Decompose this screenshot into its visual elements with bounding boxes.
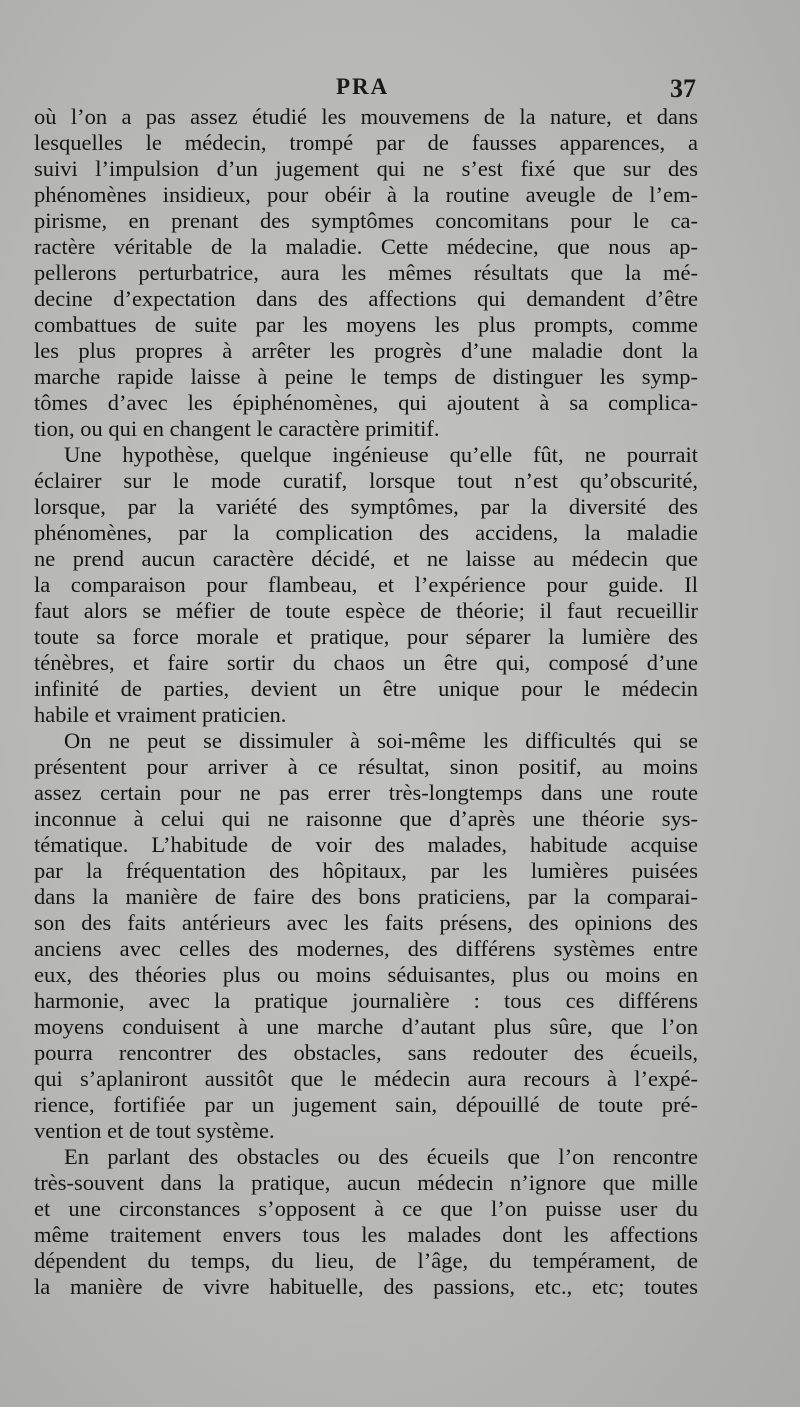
text-line: la comparaison pour flambeau, et l’expérience pour guide. Il: [34, 572, 698, 597]
text-line: phénomènes, par la complication des accidens, la maladie: [34, 520, 698, 545]
text-line: ractère véritable de la maladie. Cette médecine, que nous ap-: [34, 234, 698, 259]
text-line: éclairer sur le mode curatif, lorsque tout n’est qu’obscurité,: [34, 468, 698, 493]
text-line: phénomènes insidieux, pour obéir à la routine aveugle de l’em-: [34, 182, 698, 207]
text-line: son des faits antérieurs avec les faits présens, des opinions des: [34, 910, 698, 935]
text-line: pellerons perturbatrice, aura les mêmes résultats que la mé-: [34, 260, 698, 285]
text-line: pourra rencontrer des obstacles, sans redouter des écueils,: [34, 1040, 698, 1065]
page-number: 37: [670, 74, 696, 103]
text-line: rience, fortifiée par un jugement sain, dépouillé de toute pré-: [34, 1092, 698, 1117]
text-line: dans la manière de faire des bons praticiens, par la comparai-: [34, 884, 698, 909]
text-line: harmonie, avec la pratique journalière : tous ces différens: [34, 988, 698, 1013]
text-line: habile et vraiment praticien.: [34, 702, 287, 727]
text-line: les plus propres à arrêter les progrès d’une maladie dont la: [34, 338, 698, 363]
text-line: En parlant des obstacles ou des écueils que l’on rencontre: [64, 1144, 698, 1169]
text-line: même traitement envers tous les malades dont les affections: [34, 1222, 698, 1247]
text-line: et une circonstances s’opposent à ce que l’on puisse user du: [34, 1196, 698, 1221]
text-line: qui s’aplaniront aussitôt que le médecin aura recours à l’expé-: [34, 1066, 698, 1091]
text-line: assez certain pour ne pas errer très-longtemps dans une route: [34, 780, 698, 805]
text-line: très-souvent dans la pratique, aucun médecin n’ignore que mille: [34, 1170, 698, 1195]
page-header: [0, 74, 800, 104]
text-line: ne prend aucun caractère décidé, et ne laisse au médecin que: [34, 546, 698, 571]
text-line: où l’on a pas assez étudié les mouvemens de la nature, et dans: [34, 104, 698, 129]
text-line: anciens avec celles des modernes, des différens systèmes entre: [34, 936, 698, 961]
text-line: faut alors se méfier de toute espèce de théorie; il faut recueillir: [34, 598, 698, 623]
text-line: suivi l’impulsion d’un jugement qui ne s’est fixé que sur des: [34, 156, 698, 181]
text-line: marche rapide laisse à peine le temps de distinguer les symp-: [34, 364, 698, 389]
text-line: présentent pour arriver à ce résultat, sinon positif, au moins: [34, 754, 698, 779]
text-line: tômes d’avec les épiphénomènes, qui ajoutent à sa complica-: [34, 390, 698, 415]
text-line: ténèbres, et faire sortir du chaos un être qui, composé d’une: [34, 650, 698, 675]
text-line: dépendent du temps, du lieu, de l’âge, du tempérament, de: [34, 1248, 698, 1273]
text-line: vention et de tout système.: [34, 1118, 275, 1143]
running-head: PRA: [336, 74, 390, 99]
text-line: On ne peut se dissimuler à soi-même les difficultés qui se: [64, 728, 698, 753]
text-line: tématique. L’habitude de voir des malades, habitude acquise: [34, 832, 698, 857]
text-line: lorsque, par la variété des symptômes, par la diversité des: [34, 494, 698, 519]
text-line: infinité de parties, devient un être unique pour le médecin: [34, 676, 698, 701]
text-line: eux, des théories plus ou moins séduisantes, plus ou moins en: [34, 962, 698, 987]
text-line: lesquelles le médecin, trompé par de fausses apparences, a: [34, 130, 698, 155]
text-line: inconnue à celui qui ne raisonne que d’après une théorie sys-: [34, 806, 698, 831]
text-line: Une hypothèse, quelque ingénieuse qu’elle fût, ne pourrait: [64, 442, 698, 467]
text-line: par la fréquentation des hôpitaux, par les lumières puisées: [34, 858, 698, 883]
text-line: decine d’expectation dans des affections qui demandent d’être: [34, 286, 698, 311]
text-line: pirisme, en prenant des symptômes concomitans pour le ca-: [34, 208, 698, 233]
text-line: la manière de vivre habituelle, des passions, etc., etc; toutes: [34, 1274, 698, 1299]
text-line: combattues de suite par les moyens les plus prompts, comme: [34, 312, 698, 337]
text-line: toute sa force morale et pratique, pour séparer la lumière des: [34, 624, 698, 649]
text-line: moyens conduisent à une marche d’autant plus sûre, que l’on: [34, 1014, 698, 1039]
text-line: tion, ou qui en changent le caractère primitif.: [34, 416, 440, 441]
